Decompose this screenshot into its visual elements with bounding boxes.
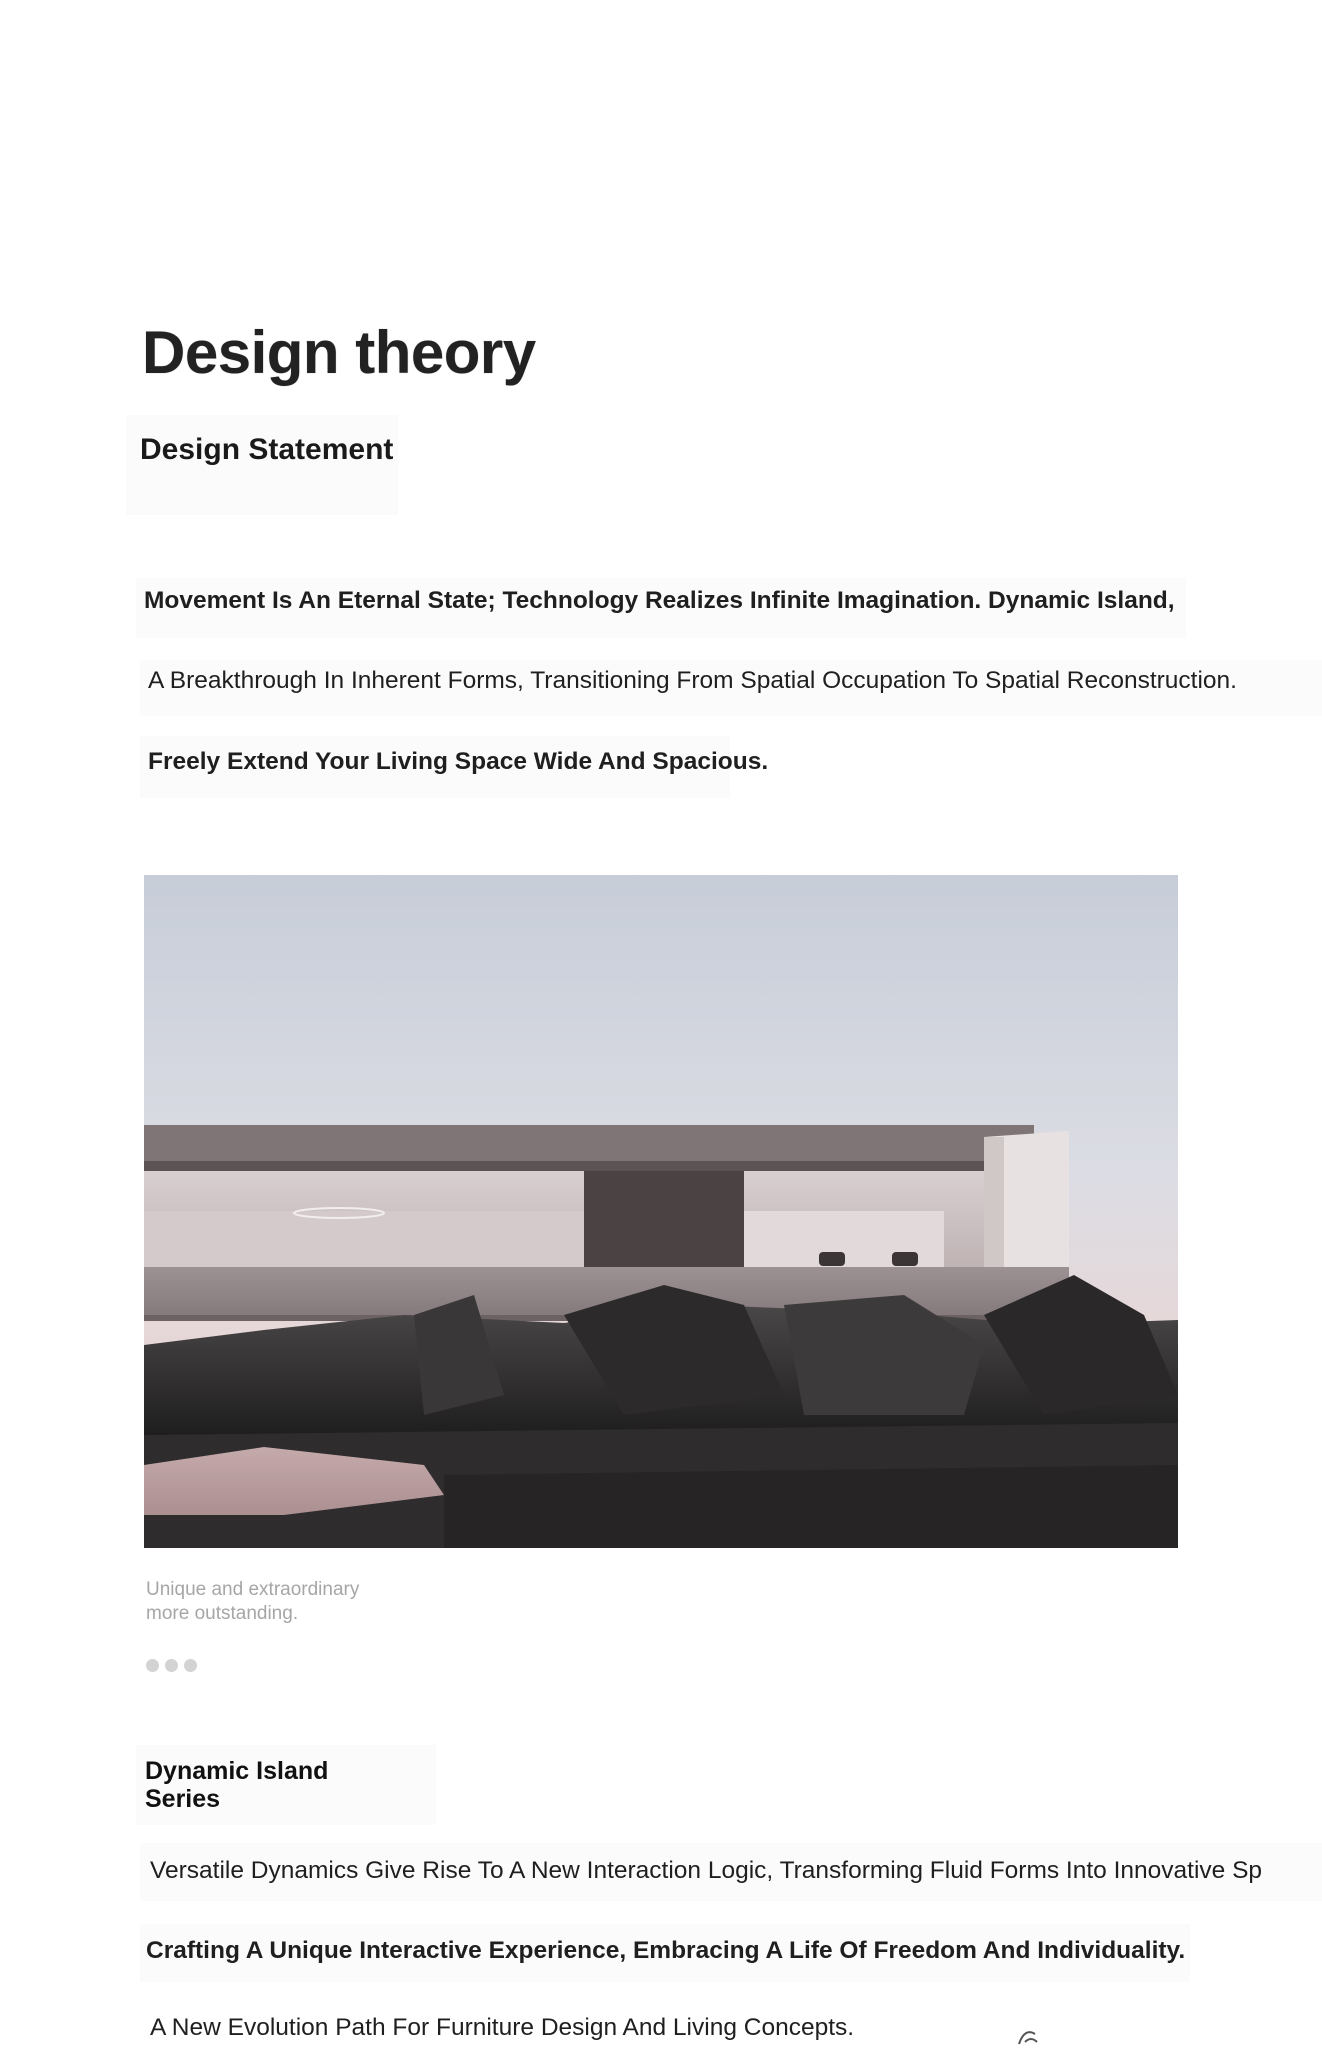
carousel-dot-2[interactable]	[165, 1659, 178, 1672]
carousel-dot-3[interactable]	[184, 1659, 197, 1672]
statement-line-2: A Breakthrough In Inherent Forms, Transitioning From Spatial Occupation To Spatial Reconstruction.	[148, 667, 1237, 694]
house-on-rocks-illustration	[144, 875, 1178, 1548]
statement-line-1: Movement Is An Eternal State; Technology Realizes Infinite Imagination. Dynamic Island,	[144, 587, 1175, 614]
statement-line-3: Freely Extend Your Living Space Wide And Spacious.	[148, 748, 769, 775]
page-title: Design theory	[142, 319, 536, 386]
series-title	[145, 1757, 365, 1813]
series-title-line-1: Dynamic Island	[145, 1757, 329, 1785]
signature-mark-icon	[1015, 2028, 1041, 2053]
series-line-1: Versatile Dynamics Give Rise To A New Interaction Logic, Transforming Fluid Forms Into Innovative Sp	[150, 1857, 1263, 1884]
hero-caption-line-1: Unique and extraordinary	[146, 1579, 360, 1600]
hero-caption-line-2: more outstanding.	[146, 1603, 299, 1624]
series-line-2: Crafting A Unique Interactive Experience, Embracing A Life Of Freedom And Individuality.	[146, 1937, 1186, 1964]
carousel-dot-1[interactable]	[146, 1659, 159, 1672]
section-subtitle: Design Statement	[140, 433, 394, 466]
hero-caption	[146, 1578, 446, 1626]
carousel-dots	[146, 1659, 197, 1672]
hero-house-image	[144, 875, 1178, 1548]
series-title-line-2: Series	[145, 1785, 221, 1813]
series-line-3: A New Evolution Path For Furniture Design And Living Concepts.	[150, 2014, 855, 2041]
